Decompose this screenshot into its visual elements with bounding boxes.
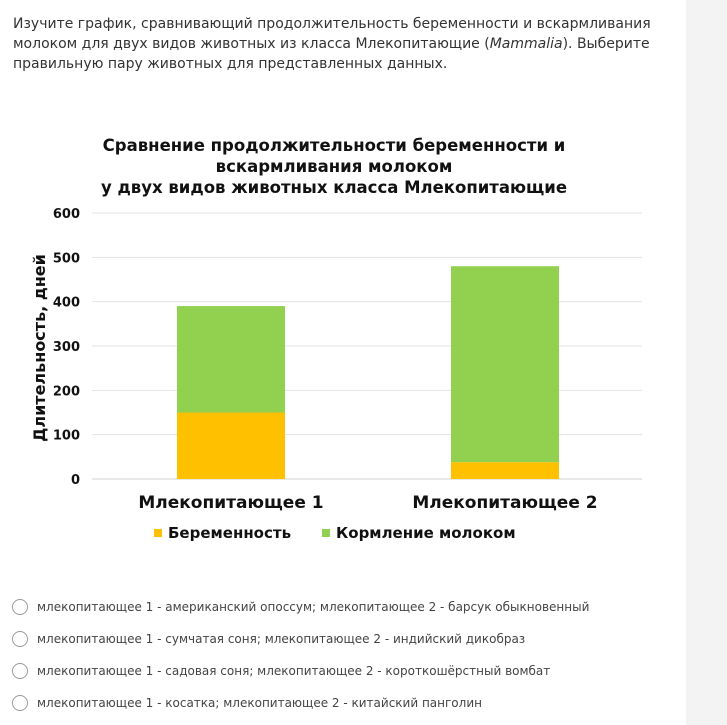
y-tick-label: 500 (52, 251, 80, 267)
answer-option-label: млекопитающее 1 - американский опоссум; млекопитающее 2 - барсук обыкновенный (37, 600, 590, 614)
y-tick-label: 100 (52, 428, 80, 444)
legend-swatch (322, 529, 330, 537)
y-axis-title: Длительность, дней (30, 254, 49, 442)
bar-segment (451, 462, 559, 479)
answer-option-3[interactable] (12, 660, 652, 682)
radio-button[interactable] (12, 631, 28, 647)
answer-option-label: млекопитающее 1 - сумчатая соня; млекопитающее 2 - индийский дикобраз (37, 632, 526, 646)
answer-option-2[interactable] (12, 628, 652, 650)
answer-option-4[interactable] (12, 692, 652, 714)
answer-option-1[interactable] (12, 596, 652, 618)
question-text (13, 14, 673, 74)
chart-title-line: вскармливания молоком (215, 157, 453, 176)
radio-button[interactable] (12, 695, 28, 711)
stacked-bar-chart (0, 118, 686, 558)
chart-title-line: Сравнение продолжительности беременности и (102, 136, 566, 155)
legend-label: Беременность (168, 524, 292, 542)
x-category-label: Млекопитающее 2 (412, 493, 598, 513)
y-tick-label: 0 (70, 473, 80, 488)
bar-segment (177, 413, 285, 480)
bar-segment (451, 266, 559, 462)
radio-button[interactable] (12, 599, 28, 615)
y-tick-label: 400 (52, 295, 80, 311)
question-text-start: Изучите график, сравнивающий продолжительность беременности и вскармливания молоком для двух видов животных из класса Млекопитающие ( (13, 16, 651, 52)
legend-label: Кормление молоком (336, 524, 516, 542)
y-tick-label: 600 (52, 207, 80, 222)
radio-button[interactable] (12, 663, 28, 679)
chart-title-line: у двух видов животных класса Млекопитающие (100, 178, 568, 197)
y-tick-label: 300 (52, 340, 80, 355)
y-tick-label: 200 (52, 384, 80, 400)
bar-segment (177, 306, 285, 412)
question-latin-name: Mammalia (489, 36, 563, 52)
question-text-end: ). Выберите правильную пару животных для представленных данных. (13, 36, 650, 72)
answer-option-label: млекопитающее 1 - косатка; млекопитающее 2 - китайский панголин (37, 696, 482, 710)
x-category-label: Млекопитающее 1 (138, 493, 324, 513)
answer-option-label: млекопитающее 1 - садовая соня; млекопитающее 2 - короткошёрстный вомбат (37, 664, 551, 678)
legend-swatch (154, 529, 162, 537)
